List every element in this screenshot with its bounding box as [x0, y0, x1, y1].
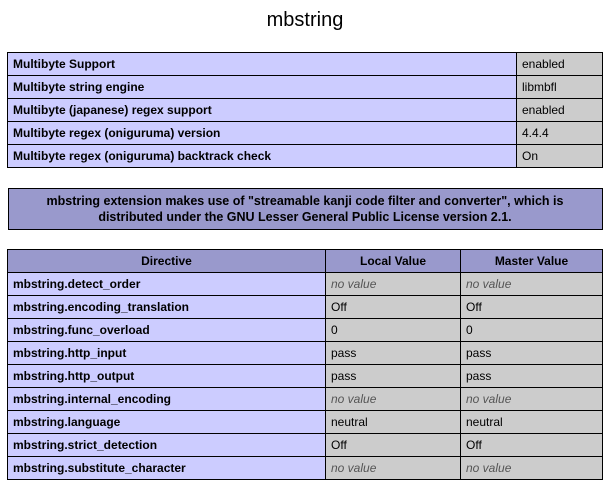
- local-value: pass: [326, 365, 461, 388]
- master-value: pass: [461, 342, 603, 365]
- local-value: neutral: [326, 411, 461, 434]
- directive-name: mbstring.http_input: [8, 342, 326, 365]
- table-row: [8, 365, 603, 388]
- local-value: Off: [326, 296, 461, 319]
- info-label: Multibyte string engine: [8, 76, 517, 99]
- directive-name: mbstring.encoding_translation: [8, 296, 326, 319]
- master-value: neutral: [461, 411, 603, 434]
- directive-name: mbstring.substitute_character: [8, 457, 326, 480]
- table-row: [8, 273, 603, 296]
- local-value: no value: [326, 273, 461, 296]
- table-row: [8, 296, 603, 319]
- table-row: [8, 145, 603, 168]
- master-value: Off: [461, 434, 603, 457]
- directive-name: mbstring.internal_encoding: [8, 388, 326, 411]
- table-row: [8, 319, 603, 342]
- directive-name: mbstring.http_output: [8, 365, 326, 388]
- column-header-master-value: Master Value: [461, 250, 603, 273]
- local-value: no value: [326, 388, 461, 411]
- table-row: [8, 99, 603, 122]
- column-header-directive: Directive: [8, 250, 326, 273]
- info-value: enabled: [517, 53, 603, 76]
- table-row: [8, 53, 603, 76]
- page-title: mbstring: [266, 9, 344, 31]
- license-notice: mbstring extension makes use of "streamable kanji code filter and converter", which is distributed under the GNU Lesser General Public License version 2.1.: [8, 188, 603, 230]
- table-row: [8, 457, 603, 480]
- master-value: Off: [461, 296, 603, 319]
- master-value: pass: [461, 365, 603, 388]
- info-value: On: [517, 145, 603, 168]
- table-row: [8, 76, 603, 99]
- table-header-row: [8, 250, 603, 273]
- info-value: enabled: [517, 99, 603, 122]
- directive-name: mbstring.language: [8, 411, 326, 434]
- info-label: Multibyte regex (oniguruma) backtrack check: [8, 145, 517, 168]
- table-row: [8, 122, 603, 145]
- column-header-local-value: Local Value: [326, 250, 461, 273]
- info-value: 4.4.4: [517, 122, 603, 145]
- master-value: 0: [461, 319, 603, 342]
- mbstring-directives-table: [7, 249, 603, 480]
- master-value: no value: [461, 273, 603, 296]
- info-label: Multibyte regex (oniguruma) version: [8, 122, 517, 145]
- info-value: libmbfl: [517, 76, 603, 99]
- directive-name: mbstring.strict_detection: [8, 434, 326, 457]
- local-value: no value: [326, 457, 461, 480]
- master-value: no value: [461, 457, 603, 480]
- local-value: 0: [326, 319, 461, 342]
- info-label: Multibyte Support: [8, 53, 517, 76]
- info-label: Multibyte (japanese) regex support: [8, 99, 517, 122]
- local-value: pass: [326, 342, 461, 365]
- directive-name: mbstring.func_overload: [8, 319, 326, 342]
- master-value: no value: [461, 388, 603, 411]
- table-row: [8, 411, 603, 434]
- table-row: [8, 434, 603, 457]
- local-value: Off: [326, 434, 461, 457]
- table-row: [8, 342, 603, 365]
- directive-name: mbstring.detect_order: [8, 273, 326, 296]
- mbstring-support-table: [7, 52, 603, 168]
- table-row: [8, 388, 603, 411]
